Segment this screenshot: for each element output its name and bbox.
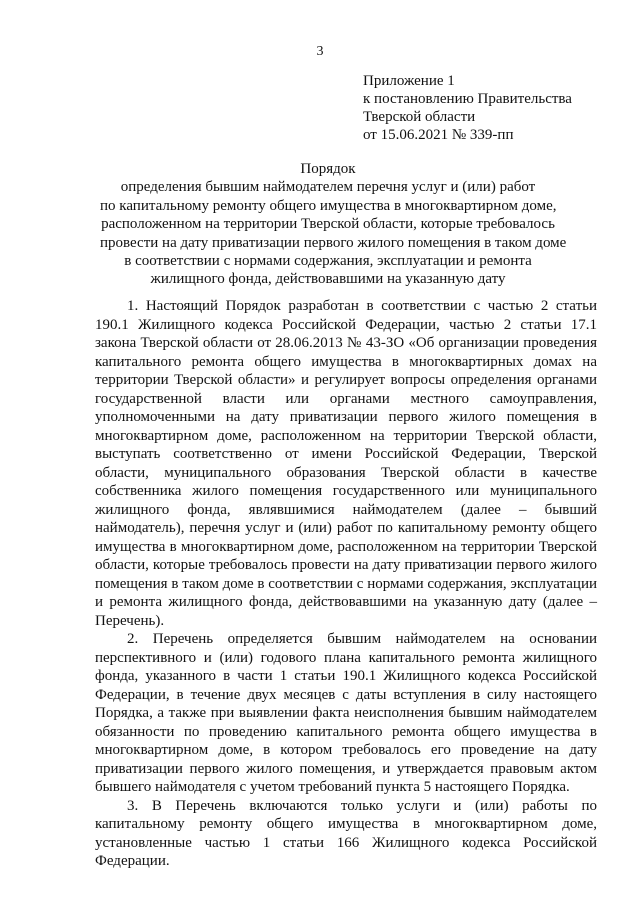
title-line: в соответствии с нормами содержания, эксплуатации и ремонта [124,253,532,270]
paragraph-2: 2. Перечень определяется бывшим наймодателем на основании перспективного и (или) годового плана капитального ремонта жилищного фонда, указанного в части 1 статьи 190.1 Жилищного кодекса Российской Федерации, в течение двух месяцев с даты вступления в силу настоящего Порядка, а также при выявлении факта неисполнения бывшим наймодателем обязанности по проведению капитального ремонта общего имущества в многоквартирном доме, в котором требовалось его проведение на дату приватизации первого жилого помещения, и утверждается правовым актом бывшего наймодателя с учетом требований пункта 5 настоящего Порядка. [95,631,597,795]
title-heading: Порядок [300,161,356,177]
appendix-line: Приложение 1 [363,73,455,89]
document-body [95,297,597,871]
title-line: определения бывшим наймодателем перечня услуг и (или) работ [120,179,536,196]
appendix-line: от 15.06.2021 № 339-пп [363,127,514,143]
title-line: жилищного фонда, действовавшими на указанную дату [150,271,506,288]
page-number: 3 [316,44,324,59]
paragraph-1: 1. Настоящий Порядок разработан в соответствии с частью 2 статьи 190.1 Жилищного кодекса Российской Федерации, частью 2 статьи 17.1 закона Тверской области от 28.06.2013 № 43-ЗО «Об организации проведения капитального ремонта общего имущества в многоквартирных домах на территории Тверской области» и регулирует вопросы определения органами государственной власти или органами местного самоуправления, уполномоченными на дату приватизации первого жилого помещения в многоквартирном доме, расположенном на территории Тверской области, выступать соответственно от имени Российской Федерации, Тверской области, муниципального образования Тверской области в качестве собственника жилого помещения государственного или муниципального жилищного фонда, являвшимися наймодателем (далее – бывший наймодатель), перечня услуг и (или) работ по капитальному ремонту общего имущества в многоквартирном доме, расположенном на территории Тверской области, которые требовалось провести на дату приватизации первого жилого помещения в таком доме в соответствии с нормами содержания, эксплуатации и ремонта жилищного фонда, действовавшими на указанную дату (далее – Перечень). [95,298,597,629]
appendix-line: Тверской области [363,109,476,125]
document-title [100,160,567,289]
appendix-line: к постановлению Правительства [363,91,572,107]
title-line: провести на дату приватизации первого жилого помещения в таком доме [100,234,567,251]
title-line: по капитальному ремонту общего имущества в многоквартирном доме, [100,197,557,214]
title-line: расположенном на территории Тверской области, которые требовалось [101,216,555,233]
appendix-header [363,72,572,144]
paragraph-3: 3. В Перечень включаются только услуги и (или) работы по капитальному ремонту общего имущества в многоквартирном доме, установленные частью 1 статьи 166 Жилищного кодекса Российской Федерации. [95,797,597,869]
